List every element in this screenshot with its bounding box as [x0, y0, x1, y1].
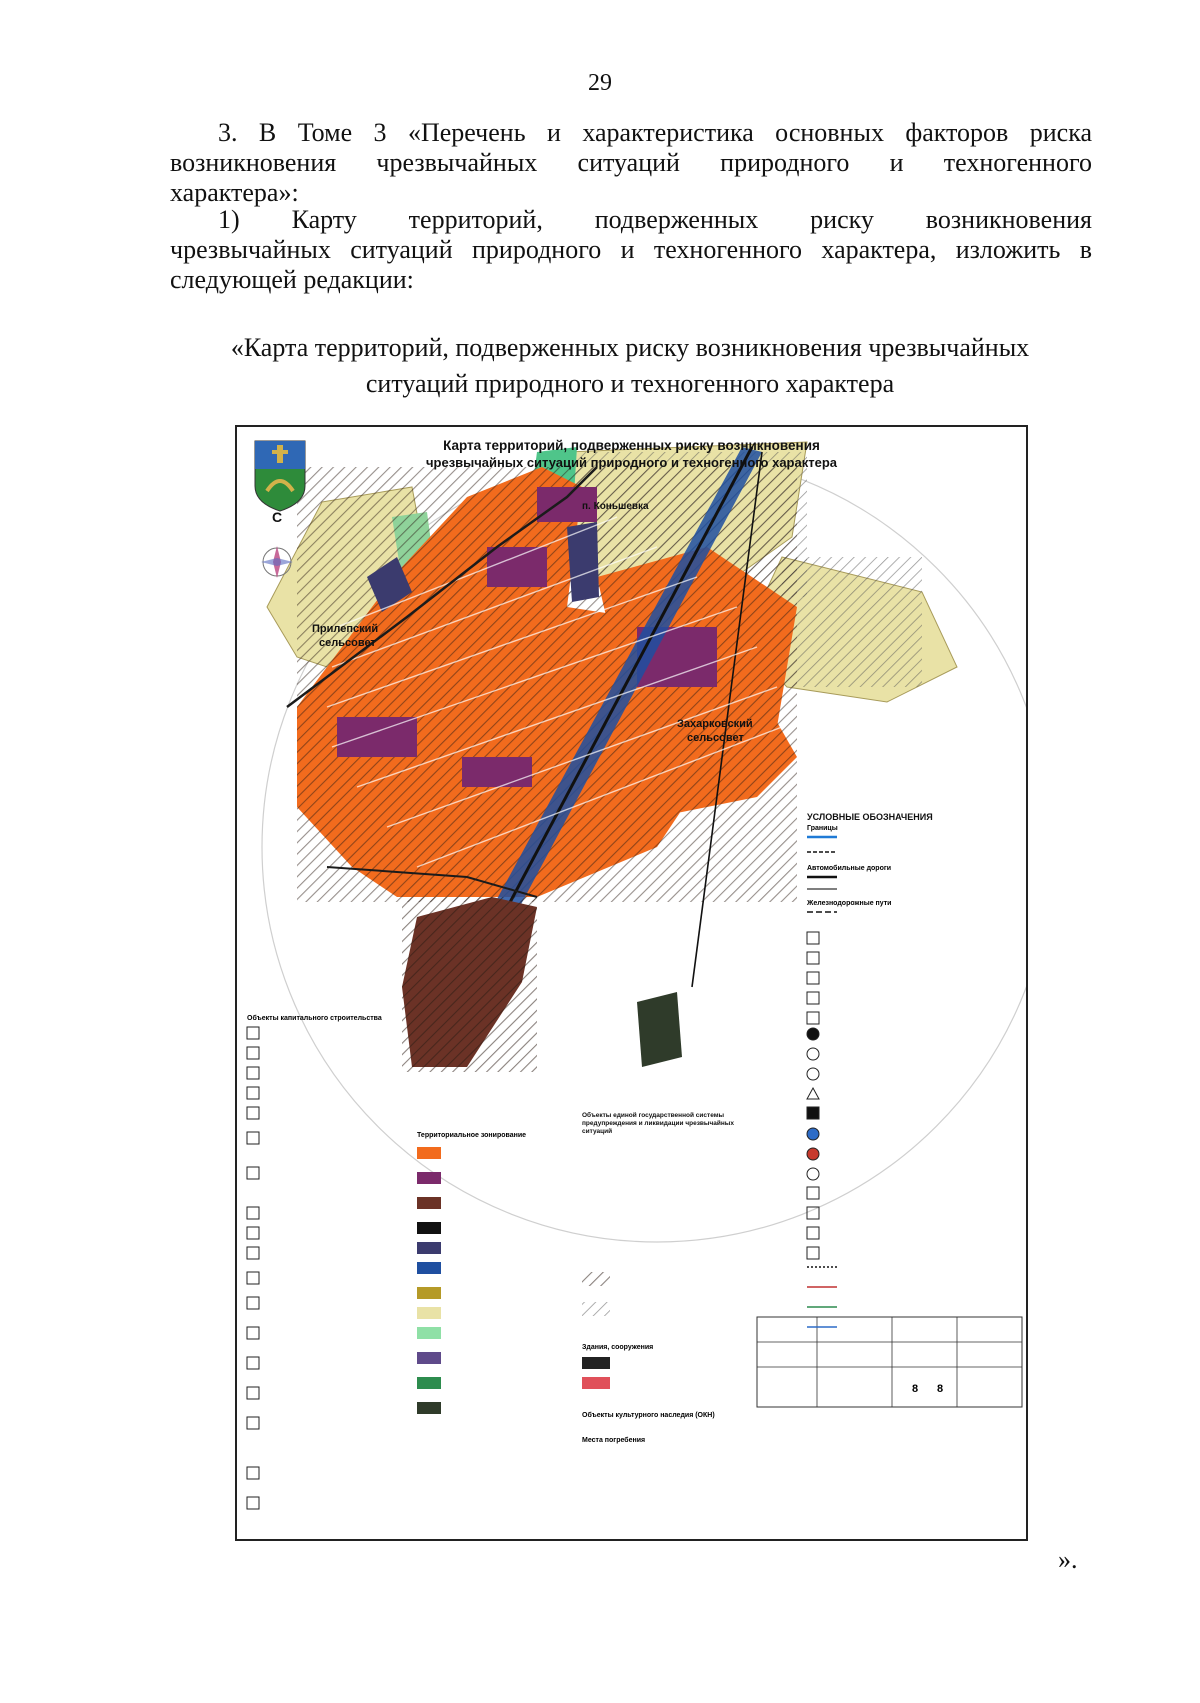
- map-title-line: Карта территорий, подверженных риску возникновения: [443, 438, 820, 453]
- zone-production-southeast: [637, 992, 682, 1067]
- paragraph-line: характера»:: [170, 178, 299, 207]
- legend-title: УСЛОВНЫЕ ОБОЗНАЧЕНИЯ: [807, 812, 933, 822]
- zone-public-3: [337, 717, 417, 757]
- legend-lines-right: [807, 837, 837, 1327]
- label-konyshevka: п. Коньшевка: [582, 501, 649, 512]
- paragraph-line: чрезвычайных ситуаций природного и техногенного характера, изложить в: [170, 235, 1092, 264]
- page-number: 29: [588, 70, 612, 96]
- sheet-total: 8: [937, 1383, 944, 1395]
- sheet-number: 8: [912, 1383, 919, 1395]
- closing-quote: ».: [1058, 1545, 1078, 1574]
- title-block-stamp: [757, 1317, 1022, 1407]
- map-caption: [160, 330, 1100, 402]
- map-title: [237, 437, 1026, 471]
- label-zakharkovsky-line1: Захарковский: [677, 718, 753, 730]
- label-prilepsky-line1: Прилепский: [312, 623, 379, 635]
- legend-burial-heading: Места погребения: [582, 1437, 646, 1444]
- legend-roads-heading: Автомобильные дороги: [807, 865, 892, 872]
- legend-borders-heading: Границы: [807, 825, 838, 832]
- compass-letter: С: [272, 509, 283, 525]
- paragraph-line: следующей редакции:: [170, 265, 414, 294]
- map-drawing: [237, 427, 1026, 1539]
- legend-building-residential: [582, 1357, 610, 1369]
- legend-rail-heading: Железнодорожные пути: [807, 900, 892, 907]
- zone-public-1: [487, 547, 547, 587]
- caption-line: ситуаций природного и техногенного характера: [365, 369, 895, 398]
- legend-buildings-heading: Здания, сооружения: [582, 1344, 654, 1351]
- risk-map: [235, 425, 1028, 1541]
- zone-public-5: [462, 757, 532, 787]
- legend-capital-heading: Объекты капитального строительства: [247, 1015, 382, 1022]
- paragraph-volume-3: [170, 118, 1092, 208]
- zone-production-hatch: [402, 897, 537, 1072]
- legend-zoning-heading: Территориальное зонирование: [417, 1132, 527, 1139]
- legend-civil-defense-heading: Объекты единой государственной системы предупреждения и ликвидации чрезвычайных ситуаций: [582, 1112, 734, 1135]
- paragraph-line: 1) Карту территорий, подверженных риску возникновения: [218, 205, 1092, 234]
- map-title-line: чрезвычайных ситуаций природного и техногенного характера: [425, 455, 837, 470]
- caption-line: «Карта территорий, подверженных риску возникновения чрезвычайных: [230, 333, 1030, 362]
- legend-icons-left: [247, 1027, 259, 1509]
- legend-emergency-hatch-2: [582, 1302, 610, 1316]
- paragraph-line: возникновения чрезвычайных ситуаций природного и техногенного: [170, 148, 1092, 177]
- legend-heritage-heading: Объекты культурного наследия (ОКН): [582, 1412, 715, 1419]
- legend-emergency-hatch-1: [582, 1272, 610, 1286]
- zone-utility-2: [567, 522, 599, 602]
- paragraph-line: 3. В Томе 3 «Перечень и характеристика основных факторов риска: [218, 118, 1092, 147]
- label-zakharkovsky-line2: сельсовет: [687, 732, 744, 744]
- legend-zoning-swatches: [417, 1147, 441, 1414]
- paragraph-item-1: [170, 205, 1092, 295]
- legend-building-public: [582, 1377, 610, 1389]
- label-prilepsky-line2: сельсовет: [319, 637, 376, 649]
